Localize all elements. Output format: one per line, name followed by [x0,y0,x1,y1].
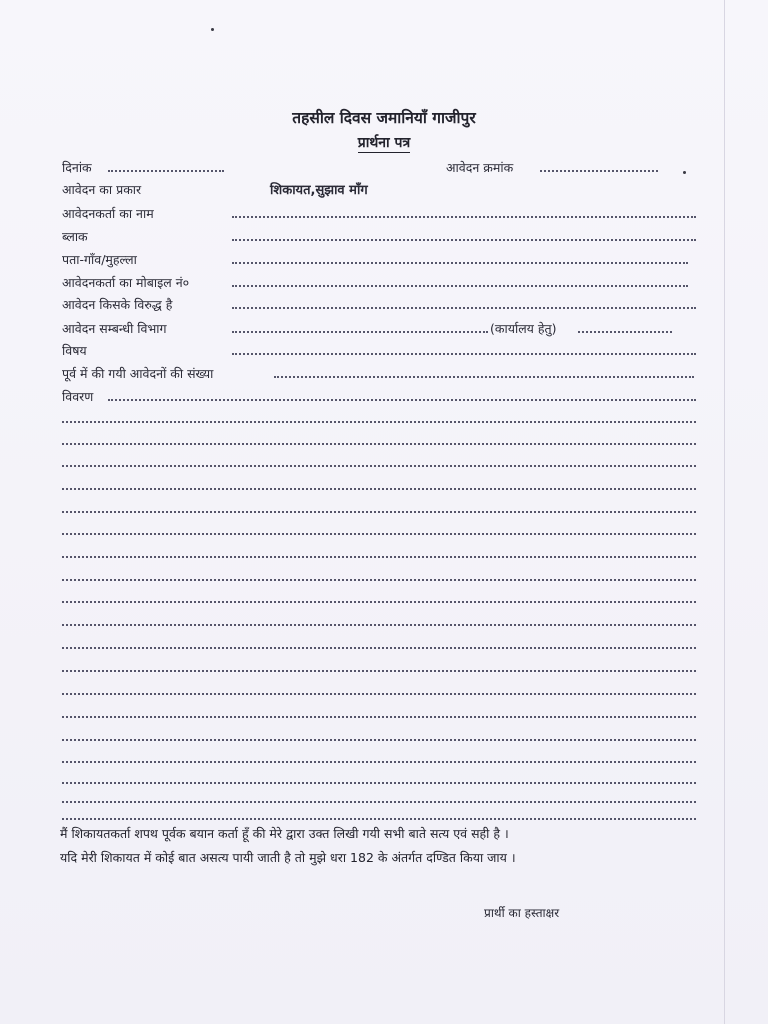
details-line[interactable] [62,782,696,784]
date-label: दिनांक [62,160,92,175]
details-line[interactable] [62,443,696,445]
details-label: विवरण [62,389,94,404]
details-line[interactable] [62,647,696,649]
form-subtitle [0,133,768,152]
details-line[interactable] [62,601,696,603]
declaration-line-2: यदि मेरी शिकायत में कोई बात असत्य पायी जाती है तो मुझे धरा 182 के अंतर्गत दण्डित किया जाय । [60,850,516,865]
subject-field[interactable] [232,353,696,355]
application-type-label: आवेदन का प्रकार [62,182,142,197]
details-line[interactable] [62,421,696,423]
page-edge-line [724,0,725,1024]
department-field[interactable] [232,331,488,333]
application-number-field[interactable] [540,170,658,172]
block-label: ब्लाक [62,229,88,244]
declaration-line-1: मैं शिकायतकर्ता शपथ पूर्वक बयान कर्ता हूँ की मेरे द्वारा उक्त लिखी गयी सभी बाते सत्य एवं सही है । [60,826,509,841]
details-line[interactable] [62,533,696,535]
subject-label: विषय [62,343,87,358]
against-label: आवेदन किसके विरुद्ध है [62,297,173,312]
applicant-name-field[interactable] [232,216,696,218]
against-field[interactable] [232,307,696,309]
application-type-value: शिकायत,सुझाव माँग [270,183,368,198]
office-use-field[interactable] [578,331,672,333]
details-line[interactable] [62,739,696,741]
application-number-label: आवेदन क्रमांक [446,160,514,175]
details-line[interactable] [62,801,696,803]
previous-count-field[interactable] [274,376,694,378]
scan-speck [683,171,686,174]
signature-label: प्रार्थी का हस्ताक्षर [484,906,560,920]
mobile-label: आवेदनकर्ता का मोबाइल नं० [62,275,190,290]
details-line[interactable] [62,488,696,490]
mobile-field[interactable] [232,285,688,287]
details-line[interactable] [62,761,696,763]
address-field[interactable] [232,262,688,264]
details-line[interactable] [62,579,696,581]
applicant-name-label: आवेदनकर्ता का नाम [62,206,154,221]
form-subtitle-text: प्रार्थना पत्र [357,135,411,151]
details-line[interactable] [62,624,696,626]
details-line[interactable] [62,693,696,695]
details-line[interactable] [62,465,696,467]
block-field[interactable] [232,239,696,241]
details-line[interactable] [108,399,696,401]
address-label: पता-गाँव/मुहल्ला [62,252,137,267]
details-line[interactable] [62,716,696,718]
form-title: तहसील दिवस जमानियाँ गाजीपुर [292,109,476,127]
details-line[interactable] [62,818,696,820]
date-field[interactable] [108,170,224,172]
details-line[interactable] [62,670,696,672]
scan-speck [211,28,214,31]
details-line[interactable] [62,511,696,513]
details-line[interactable] [62,556,696,558]
previous-count-label: पूर्व में की गयी आवेदनों की संख्या [62,366,214,381]
department-label: आवेदन सम्बन्धी विभाग [62,321,167,336]
office-use-label: (कार्यालय हेतु) [490,321,557,336]
